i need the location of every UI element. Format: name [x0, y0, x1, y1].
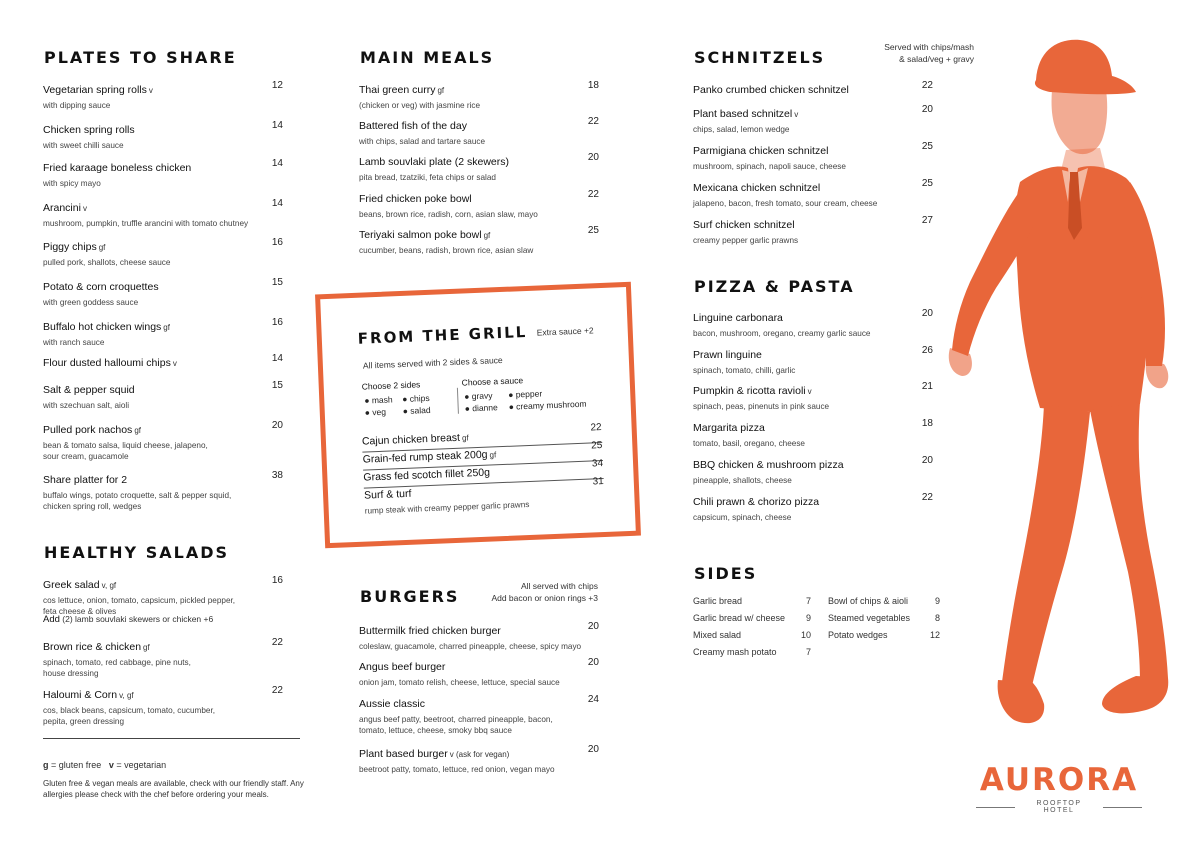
menu-item — [43, 120, 283, 151]
item-desc — [43, 218, 283, 229]
item-desc-line: chips, salad, lemon wedge — [693, 125, 790, 134]
side-option: ● mash — [364, 394, 393, 406]
item-tag: v — [82, 204, 87, 213]
sauce-option-label: gravy — [471, 390, 493, 402]
item-price: 25 — [921, 141, 933, 152]
item-desc — [693, 198, 933, 209]
schnitzels-note-line: & salad/veg + gravy — [899, 54, 974, 64]
item-name: Haloumi & Corn — [43, 689, 118, 701]
item-desc-line: with ranch sauce — [43, 338, 105, 347]
item-name: Mexicana chicken schnitzel — [693, 182, 821, 194]
legend — [43, 760, 166, 771]
item-tag: v — [807, 387, 812, 396]
item-price: 14 — [271, 158, 283, 169]
item-tag: v (ask for vegan) — [449, 750, 510, 759]
item-desc-line: mushroom, pumpkin, truffle arancini with tomato chutney — [43, 219, 249, 228]
item-desc-line: cucumber, beans, radish, brown rice, asian slaw — [359, 246, 534, 255]
item-tag: v — [148, 86, 153, 95]
item-desc-line: pepita, green dressing — [43, 717, 125, 726]
head-shape — [1052, 90, 1108, 154]
item-desc — [359, 100, 599, 111]
item-desc-line: pineapple, shallots, cheese — [693, 476, 792, 485]
item-tag: gf — [163, 323, 170, 332]
item-name: Aussie classic — [359, 698, 425, 710]
legend-g-key: g — [43, 760, 49, 770]
item-desc-line: with sweet chilli sauce — [43, 141, 124, 150]
right-leg-shape — [1090, 402, 1168, 682]
legend-v-key: v — [108, 760, 114, 770]
item-name: Chicken spring rolls — [43, 124, 135, 136]
item-name: Fried chicken poke bowl — [359, 193, 472, 205]
item-price: 16 — [271, 317, 283, 328]
brand-sub — [976, 800, 1142, 814]
item-desc-line: jalapeno, bacon, fresh tomato, sour cream, cheese — [693, 199, 878, 208]
divider — [43, 738, 300, 739]
menu-item — [359, 189, 599, 220]
side-price: 7 — [805, 647, 811, 657]
item-name: Pulled pork nachos — [43, 424, 133, 436]
item-desc-line: mushroom, spinach, napoli sauce, cheese — [693, 162, 846, 171]
side-option: ● chips — [402, 392, 430, 405]
item-tag: gf — [489, 450, 497, 460]
sauce-option: ● pepper — [508, 388, 543, 400]
item-desc-line: feta cheese & olives — [43, 607, 117, 616]
item-price: 20 — [921, 455, 933, 466]
brand-sub-text: ROOFTOP HOTEL — [1036, 800, 1082, 814]
sauce-option: ● dianne — [464, 402, 498, 414]
menu-item — [693, 308, 933, 339]
item-name: BBQ chicken & mushroom pizza — [693, 459, 844, 471]
menu-item — [693, 381, 933, 412]
menu-item — [43, 575, 283, 617]
item-desc — [693, 365, 933, 376]
menu-item — [359, 116, 599, 147]
item-desc — [43, 705, 283, 727]
left-shoe-shape — [998, 680, 1045, 723]
menu-item — [43, 685, 283, 727]
item-desc — [359, 172, 599, 183]
item-name: Battered fish of the day — [359, 120, 467, 132]
item-desc-line: spinach, tomato, chilli, garlic — [693, 366, 796, 375]
pizza-title: PIZZA & PASTA — [694, 277, 855, 296]
item-tag: gf — [483, 231, 491, 240]
item-desc — [693, 328, 933, 339]
item-price: 20 — [587, 657, 599, 668]
menu-item — [359, 621, 599, 652]
item-name: Cajun chicken breast — [361, 431, 461, 448]
menu-item — [43, 353, 283, 371]
item-price: 25 — [921, 178, 933, 189]
item-name: Buttermilk fried chicken burger — [359, 625, 501, 637]
item-desc-line: beetroot patty, tomato, lettuce, red onion, vegan mayo — [359, 765, 555, 774]
item-name: Parmigiana chicken schnitzel — [693, 145, 829, 157]
item-desc — [359, 136, 599, 147]
menu-item — [43, 158, 283, 189]
salad-add-note — [43, 614, 213, 625]
menu-item — [359, 225, 599, 256]
item-desc-line: sour cream, guacamole — [43, 452, 129, 461]
burgers-title: BURGERS — [360, 587, 460, 606]
menu-item — [43, 237, 283, 268]
item-tag: v, gf — [101, 581, 117, 590]
item-desc-line: creamy pepper garlic prawns — [693, 236, 799, 245]
item-price: 14 — [271, 120, 283, 131]
left-leg-shape — [1002, 404, 1090, 686]
item-name: Plant based burger — [359, 748, 448, 760]
side-option: ● veg — [364, 406, 387, 418]
item-price: 22 — [587, 116, 599, 127]
item-price: 26 — [921, 345, 933, 356]
sides-title: SIDES — [694, 564, 758, 583]
item-name: Salt & pepper squid — [43, 384, 135, 396]
item-name: Piggy chips — [43, 241, 97, 253]
item-desc-line: coleslaw, guacamole, charred pineapple, cheese, spicy mayo — [359, 642, 582, 651]
item-desc-line: bean & tomato salsa, liquid cheese, jalapeno, — [43, 441, 208, 450]
item-desc-line: cos, black beans, capsicum, tomato, cucumber, — [43, 706, 216, 715]
menu-item — [359, 80, 599, 111]
item-desc-line: spinach, peas, pinenuts in pink sauce — [693, 402, 830, 411]
menu-item — [693, 345, 933, 376]
add-text: (2) lamb souvlaki skewers or chicken +6 — [62, 614, 214, 624]
brand-rule — [1103, 807, 1142, 808]
side-price: 8 — [934, 613, 940, 623]
mains-title: MAIN MEALS — [360, 48, 495, 67]
item-name: Teriyaki salmon poke bowl — [359, 229, 482, 241]
item-desc-line: bacon, mushroom, oregano, creamy garlic sauce — [693, 329, 871, 338]
item-name: Margarita pizza — [693, 422, 765, 434]
item-price: 34 — [591, 458, 604, 470]
item-name: Chili prawn & chorizo pizza — [693, 496, 820, 508]
item-desc — [43, 657, 283, 679]
item-tag: v — [172, 359, 177, 368]
side-name: Garlic bread — [693, 596, 743, 606]
plates-title: PLATES TO SHARE — [44, 48, 237, 67]
item-price: 18 — [587, 80, 599, 91]
side-option-label: mash — [371, 394, 393, 406]
item-desc — [43, 140, 283, 151]
menu-item — [359, 694, 599, 736]
side-item — [828, 630, 940, 640]
add-label: Add — [43, 614, 60, 625]
side-name: Mixed salad — [693, 630, 742, 640]
menu-item — [43, 80, 283, 111]
side-price: 9 — [805, 613, 811, 623]
item-desc — [693, 161, 933, 172]
item-desc-line: with spicy mayo — [43, 179, 101, 188]
burgers-note-line: All served with chips — [520, 581, 598, 591]
item-desc — [693, 235, 933, 246]
brand-name: AURORA — [979, 762, 1139, 798]
item-name: Grass fed scotch fillet 250g — [363, 466, 491, 484]
grill-extra-sauce: Extra sauce +2 — [536, 325, 594, 338]
item-price: 25 — [587, 225, 599, 236]
sauce-option: ● gravy — [464, 390, 493, 402]
sides-choice-title: Choose 2 sides — [361, 379, 421, 392]
item-desc — [43, 297, 283, 308]
item-desc — [43, 100, 283, 111]
salads-title: HEALTHY SALADS — [44, 543, 229, 562]
item-desc — [43, 490, 283, 512]
menu-item — [43, 380, 283, 411]
walking-man-illustration — [940, 32, 1180, 752]
item-price: 22 — [921, 80, 933, 91]
item-desc-line: beans, brown rice, radish, corn, asian slaw, mayo — [359, 210, 538, 219]
item-desc — [359, 245, 599, 256]
side-name: Garlic bread w/ cheese — [693, 613, 786, 623]
item-price: 14 — [271, 353, 283, 364]
item-desc-line: onion jam, tomato relish, cheese, lettuce, special sauce — [359, 678, 560, 687]
item-desc-line: with szechuan salt, aioli — [43, 401, 130, 410]
item-tag: v — [794, 110, 799, 119]
item-price: 16 — [271, 237, 283, 248]
item-desc — [693, 438, 933, 449]
right-shoe-shape — [1102, 676, 1168, 713]
item-tag: v, gf — [119, 691, 134, 700]
item-price: 20 — [587, 152, 599, 163]
side-name: Creamy mash potato — [693, 647, 777, 657]
item-price: 21 — [921, 381, 933, 392]
item-price: 27 — [921, 215, 933, 226]
item-name: Thai green curry — [359, 84, 436, 96]
item-desc-line: pita bread, tzatziki, feta chips or salad — [359, 173, 496, 182]
item-name: Flour dusted halloumi chips — [43, 357, 171, 369]
item-price: 15 — [271, 277, 283, 288]
item-price: 20 — [587, 744, 599, 755]
menu-item — [693, 178, 933, 209]
item-name: Potato & corn croquettes — [43, 281, 159, 293]
side-item — [693, 613, 811, 623]
dietary-note-line: Gluten free & vegan meals are available, check with our friendly staff. Any — [43, 779, 304, 788]
item-desc — [43, 440, 283, 462]
item-price: 20 — [587, 621, 599, 632]
menu-item — [43, 420, 283, 462]
item-desc-line: buffalo wings, potato croquette, salt & pepper squid, — [43, 491, 232, 500]
item-desc-line: tomato, basil, oregano, cheese — [693, 439, 805, 448]
item-name: Prawn linguine — [693, 349, 762, 361]
item-price: 15 — [271, 380, 283, 391]
item-desc-line: (chicken or veg) with jasmine rice — [359, 101, 481, 110]
item-desc-line: pulled pork, shallots, cheese sauce — [43, 258, 171, 267]
legend-v-text: = vegetarian — [116, 760, 167, 770]
menu-item — [43, 317, 283, 348]
item-price: 22 — [271, 685, 283, 696]
item-name: Arancini — [43, 202, 81, 214]
brand-logo — [976, 762, 1142, 814]
side-item — [693, 647, 811, 657]
item-name: Brown rice & chicken — [43, 641, 142, 653]
menu-item — [43, 470, 283, 512]
item-price: 12 — [271, 80, 283, 91]
item-desc — [693, 512, 933, 523]
hat-shape — [1035, 40, 1136, 95]
side-name: Potato wedges — [828, 630, 888, 640]
item-desc-line: spinach, tomato, red cabbage, pine nuts, — [43, 658, 191, 667]
choice-divider — [457, 388, 459, 414]
item-desc — [693, 475, 933, 486]
item-name: Surf chicken schnitzel — [693, 219, 795, 231]
sauce-option: ● creamy mushroom — [508, 398, 587, 412]
item-desc-line: with dipping sauce — [43, 101, 111, 110]
item-price: 22 — [921, 492, 933, 503]
menu-item — [693, 418, 933, 449]
side-price: 9 — [934, 596, 940, 606]
item-price: 25 — [590, 440, 603, 452]
item-desc-line: chicken spring roll, wedges — [43, 502, 142, 511]
item-desc — [359, 677, 599, 688]
menu-item — [43, 198, 283, 229]
menu-item — [693, 455, 933, 486]
item-name: Angus beef burger — [359, 661, 446, 673]
item-price: 18 — [921, 418, 933, 429]
dietary-note-line: allergies please check with the chef before ordering your meals. — [43, 790, 269, 799]
item-name: Surf & turf — [363, 487, 412, 502]
item-tag: gf — [143, 643, 150, 652]
item-name: Vegetarian spring rolls — [43, 84, 147, 96]
item-tag: gf — [461, 433, 469, 443]
grill-subtitle: All items served with 2 sides & sauce — [362, 354, 503, 371]
item-desc — [43, 400, 283, 411]
side-option-label: chips — [409, 392, 430, 404]
item-desc-line: house dressing — [43, 669, 99, 678]
sauce-option-label: dianne — [472, 402, 498, 414]
item-desc — [359, 714, 599, 736]
menu-item — [359, 657, 599, 688]
item-desc — [43, 178, 283, 189]
menu-item — [693, 492, 933, 523]
item-desc — [693, 124, 933, 135]
item-desc: rump steak with creamy pepper garlic prawns — [364, 500, 530, 516]
menu-item — [43, 277, 283, 308]
item-desc-line: with green goddess sauce — [43, 298, 139, 307]
side-price: 10 — [800, 630, 811, 640]
burgers-note — [470, 580, 598, 604]
menu-item — [693, 141, 933, 172]
side-name: Steamed vegetables — [828, 613, 911, 623]
item-name: Lamb souvlaki plate (2 skewers) — [359, 156, 509, 168]
menu-item — [693, 80, 933, 98]
sauce-option-label: pepper — [515, 388, 543, 400]
menu-item — [359, 152, 599, 183]
side-item — [693, 596, 811, 606]
item-price: 20 — [921, 104, 933, 115]
item-price: 20 — [921, 308, 933, 319]
item-name: Plant based schnitzel — [693, 108, 793, 120]
item-desc-line: capsicum, spinach, cheese — [693, 513, 792, 522]
item-desc — [693, 401, 933, 412]
item-tag: gf — [98, 243, 106, 252]
item-name: Fried karaage boneless chicken — [43, 162, 192, 174]
menu-item — [693, 215, 933, 246]
side-price: 7 — [805, 596, 811, 606]
schnitzels-title: SCHNITZELS — [694, 48, 826, 67]
dietary-note — [43, 778, 313, 800]
item-desc — [359, 764, 599, 775]
brand-rule — [976, 807, 1015, 808]
item-price: 16 — [271, 575, 283, 586]
item-name: Linguine carbonara — [693, 312, 783, 324]
side-item — [693, 630, 811, 640]
item-price: 24 — [587, 694, 599, 705]
item-price: 22 — [271, 637, 283, 648]
grill-box — [315, 282, 641, 548]
item-desc — [359, 641, 599, 652]
side-item — [828, 596, 940, 606]
item-desc — [43, 257, 283, 268]
legend-g-text: = gluten free — [51, 760, 102, 770]
right-hand-shape — [1146, 362, 1169, 388]
item-desc — [43, 337, 283, 348]
item-price: 31 — [592, 476, 604, 488]
item-price: 20 — [271, 420, 283, 431]
item-name: Grain-fed rump steak 200g — [362, 448, 488, 466]
item-name: Pumpkin & ricotta ravioli — [693, 385, 806, 397]
item-price: 22 — [587, 189, 599, 200]
menu-item — [43, 637, 283, 679]
burgers-note-line: Add bacon or onion rings +3 — [491, 593, 598, 603]
item-desc-line: cos lettuce, onion, tomato, capsicum, pickled pepper, — [43, 596, 236, 605]
side-option-label: salad — [410, 404, 431, 416]
item-name: Share platter for 2 — [43, 474, 128, 486]
side-option-label: veg — [372, 406, 387, 418]
item-price: 38 — [271, 470, 283, 481]
menu-item — [693, 104, 933, 135]
item-price: 14 — [271, 198, 283, 209]
item-desc-line: with chips, salad and tartare sauce — [359, 137, 486, 146]
item-tag: gf — [134, 426, 141, 435]
side-name: Bowl of chips & aioli — [828, 596, 909, 606]
item-desc-line: angus beef patty, beetroot, charred pineapple, bacon, — [359, 715, 553, 724]
item-price: 22 — [590, 422, 602, 434]
item-name: Panko crumbed chicken schnitzel — [693, 84, 849, 96]
side-price: 12 — [929, 630, 940, 640]
sauce-choice-title: Choose a sauce — [461, 375, 524, 388]
grill-title: FROM THE GRILL — [357, 322, 528, 348]
item-desc — [359, 209, 599, 220]
side-option: ● salad — [402, 404, 431, 417]
sauce-option-label: creamy mushroom — [515, 398, 587, 412]
schnitzels-note-line: Served with chips/mash — [884, 42, 974, 52]
item-name: Buffalo hot chicken wings — [43, 321, 162, 333]
item-desc-line: tomato, lettuce, cheese, smoky bbq sauce — [359, 726, 512, 735]
menu-item — [359, 744, 599, 775]
item-name: Greek salad — [43, 579, 100, 591]
item-tag: gf — [437, 86, 445, 95]
side-item — [828, 613, 940, 623]
